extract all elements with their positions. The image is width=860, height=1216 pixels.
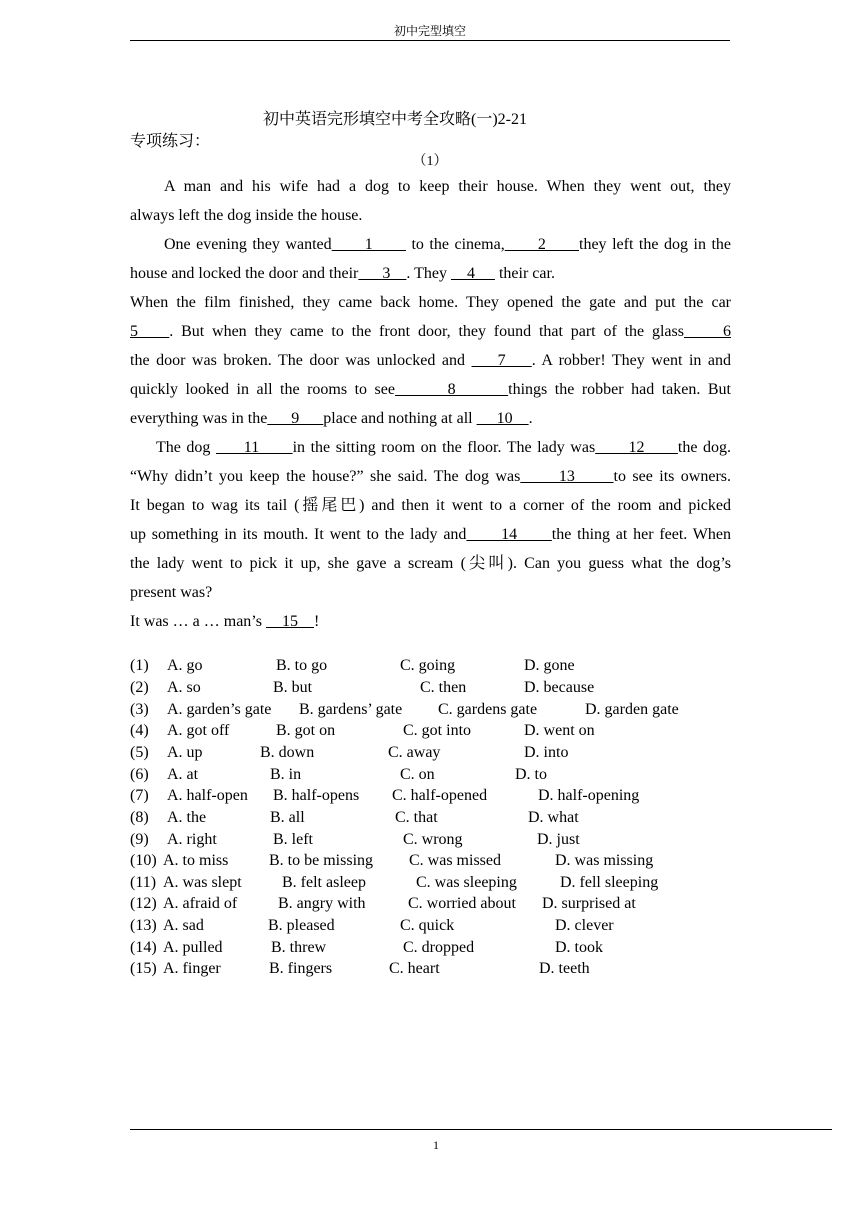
option-a: A. was slept xyxy=(163,874,242,891)
page-header: 初中完型填空 xyxy=(393,24,466,38)
question-number: (6) xyxy=(130,766,149,783)
option-c: C. then xyxy=(420,679,467,696)
document-title: 初中英语完形填空中考全攻略(一)2-21 xyxy=(263,111,527,128)
blank-11: 11 xyxy=(216,439,293,456)
option-d: D. clever xyxy=(555,917,614,934)
passage-line: the door was broken. The door was unlocked and 7 . A robber! They went in and xyxy=(130,352,732,369)
option-d: D. into xyxy=(524,744,569,761)
option-d: D. was missing xyxy=(555,852,654,869)
question-number: (14) xyxy=(130,939,157,956)
passage-line: the lady went to pick it up, she gave a scream (尖叫). Can you guess what the dog’s xyxy=(130,555,731,572)
option-a: A. to miss xyxy=(163,852,229,869)
option-b: B. left xyxy=(273,831,313,848)
passage-line: up something in its mouth. It went to the lady and 14 the thing at her feet. When xyxy=(130,526,731,543)
blank-2: 2 xyxy=(504,236,579,253)
option-b: B. half-opens xyxy=(273,787,360,804)
option-b: B. but xyxy=(273,679,313,696)
option-a: A. pulled xyxy=(163,939,223,956)
option-c: C. away xyxy=(388,744,441,761)
option-c: C. wrong xyxy=(403,831,463,848)
passage-line: The dog 11 in the sitting room on the floor. The lady was 12 the dog. xyxy=(156,439,732,456)
passage-line: “Why didn’t you keep the house?” she said. The dog was 13 to see its owners. xyxy=(130,468,732,485)
option-d: D. went on xyxy=(524,722,595,739)
blank-15: 15 xyxy=(265,613,314,630)
option-b: B. got on xyxy=(276,722,336,739)
passage-line: It began to wag its tail (摇尾巴) and then it went to a corner of the room and picked xyxy=(130,497,731,514)
passage-line: present was? xyxy=(130,584,213,601)
option-a: A. so xyxy=(167,679,201,696)
option-b: B. angry with xyxy=(278,895,366,912)
option-d: D. took xyxy=(555,939,603,956)
passage-line: 5 . But when they came to the front door, they found that part of the glass 6 xyxy=(130,323,732,340)
passage-line: quickly looked in all the rooms to see 8 things the robber had taken. But xyxy=(130,381,732,398)
question-number: (15) xyxy=(130,960,157,977)
option-c: C. got into xyxy=(403,722,472,739)
blank-4: 4 xyxy=(450,265,495,282)
option-b: B. felt asleep xyxy=(282,874,366,891)
blank-10: 10 xyxy=(476,410,529,427)
header-rule xyxy=(130,40,730,41)
question-number: (13) xyxy=(130,917,157,934)
blank-1: 1 xyxy=(331,236,406,253)
option-a: A. garden’s gate xyxy=(167,701,272,718)
option-b: B. in xyxy=(270,766,302,783)
option-c: C. half-opened xyxy=(392,787,488,804)
option-d: D. just xyxy=(537,831,580,848)
option-b: B. down xyxy=(260,744,315,761)
option-b: B. fingers xyxy=(269,960,333,977)
option-d: D. to xyxy=(515,766,547,783)
question-number: (7) xyxy=(130,787,149,804)
option-d: D. because xyxy=(524,679,595,696)
option-c: C. worried about xyxy=(408,895,516,912)
blank-8: 8 xyxy=(394,381,509,398)
blank-7: 7 xyxy=(471,352,532,369)
option-c: C. quick xyxy=(400,917,455,934)
option-b: B. pleased xyxy=(268,917,335,934)
option-d: D. what xyxy=(528,809,579,826)
option-d: D. gone xyxy=(524,657,575,674)
question-number: (10) xyxy=(130,852,157,869)
option-b: B. to go xyxy=(276,657,328,674)
option-b: B. gardens’ gate xyxy=(299,701,403,718)
blank-5: 5 xyxy=(130,323,170,340)
blank-14: 14 xyxy=(466,526,552,543)
option-a: A. at xyxy=(167,766,199,783)
option-a: A. up xyxy=(167,744,203,761)
passage-line: When the film finished, they came back home. They opened the gate and put the car xyxy=(130,294,731,311)
question-number: (4) xyxy=(130,722,149,739)
option-c: C. dropped xyxy=(403,939,475,956)
question-number: (1) xyxy=(130,657,149,674)
option-c: C. was sleeping xyxy=(416,874,517,891)
option-d: D. half-opening xyxy=(538,787,640,804)
question-number: (9) xyxy=(130,831,149,848)
section-subtitle: 专项练习： xyxy=(130,133,211,150)
question-number: (8) xyxy=(130,809,149,826)
option-a: A. got off xyxy=(167,722,230,739)
blank-3: 3 xyxy=(358,265,407,282)
option-b: B. to be missing xyxy=(269,852,374,869)
option-c: C. heart xyxy=(389,960,440,977)
footer-rule xyxy=(130,1129,832,1130)
option-a: A. half-open xyxy=(167,787,248,804)
option-a: A. the xyxy=(167,809,207,826)
option-b: B. all xyxy=(270,809,305,826)
option-a: A. right xyxy=(167,831,217,848)
option-c: C. on xyxy=(400,766,435,783)
option-d: D. surprised at xyxy=(542,895,636,912)
option-d: D. fell sleeping xyxy=(560,874,659,891)
passage-line: It was … a … man’s 15 ! xyxy=(130,613,320,630)
question-number: (3) xyxy=(130,701,149,718)
option-b: B. threw xyxy=(271,939,327,956)
option-a: A. finger xyxy=(163,960,221,977)
option-a: A. sad xyxy=(163,917,204,934)
option-c: C. going xyxy=(400,657,456,674)
passage-line: A man and his wife had a dog to keep their house. When they went out, they xyxy=(164,178,731,195)
question-number: (5) xyxy=(130,744,149,761)
blank-6: 6 xyxy=(683,323,732,340)
blank-12: 12 xyxy=(595,439,678,456)
option-d: D. garden gate xyxy=(585,701,679,718)
passage-number: （1） xyxy=(412,154,448,169)
passage-line: house and locked the door and their 3 . They 4 their car. xyxy=(130,265,555,282)
passage-line: everything was in the 9 place and nothing at all 10 . xyxy=(130,410,533,427)
option-c: C. was missed xyxy=(409,852,501,869)
passage-line: One evening they wanted 1 to the cinema, 2 they left the dog in the xyxy=(164,236,732,253)
option-d: D. teeth xyxy=(539,960,590,977)
option-c: C. that xyxy=(395,809,438,826)
option-a: A. go xyxy=(167,657,203,674)
page-number: 1 xyxy=(433,1138,439,1152)
blank-9: 9 xyxy=(267,410,324,427)
option-c: C. gardens gate xyxy=(438,701,538,718)
passage-line: always left the dog inside the house. xyxy=(130,207,363,224)
question-number: (11) xyxy=(130,874,157,891)
blank-13: 13 xyxy=(520,468,614,485)
question-number: (2) xyxy=(130,679,149,696)
option-a: A. afraid of xyxy=(163,895,238,912)
question-number: (12) xyxy=(130,895,157,912)
